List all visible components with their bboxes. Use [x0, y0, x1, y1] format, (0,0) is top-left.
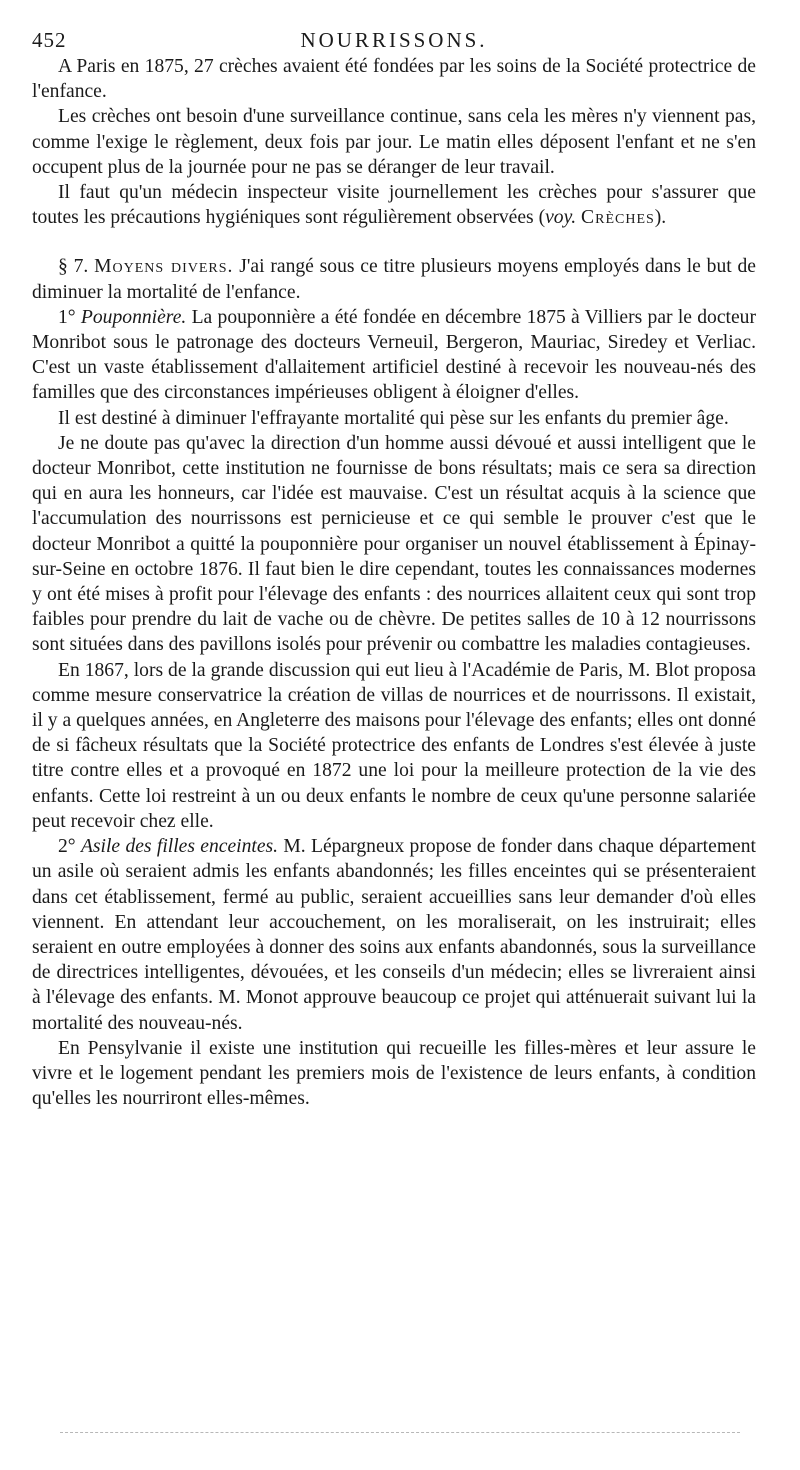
cross-reference-voy: voy.	[545, 207, 577, 229]
item-heading-pouponniere: Pouponnière.	[80, 306, 187, 328]
item-heading-asile: Asile des filles enceintes.	[80, 836, 279, 858]
running-title: NOURRISSONS.	[300, 28, 488, 52]
section-moyens-divers: § 7. Moyens divers. J'ai rangé sous ce titre plusieurs moyens employés dans le but de diminuer la mortalité de l'enfance.	[32, 256, 757, 303]
paragraph-mortalite: Il est destiné à diminuer l'effrayante mortalité qui pèse sur les enfants du premier âge.	[58, 407, 729, 429]
paragraph-surveillance: Les crèches ont besoin d'une surveillance continue, sans cela les mères n'y viennent pas, comme l'exige le règlement, deux fois par jour. Le matin elles déposent l'enfant et ne s'en occupent plus de la journée pour ne pas se déranger de leur travail.	[32, 106, 756, 178]
item-number: 1°	[58, 306, 81, 328]
cross-reference-creches: Crèches	[581, 207, 655, 229]
item-number: 2°	[58, 836, 81, 858]
section-number: § 7.	[58, 256, 95, 278]
page-header	[32, 22, 756, 54]
paragraph-pouponniere: 1° Pouponnière. La pouponnière a été fondée en décembre 1875 à Villiers par le docteur Monribot sous le patronage des docteurs Verneuil, Bergeron, Mauriac, Siredey et Verliac. C'est un vaste établissement d'allaitement artificiel destiné à recevoir les nouveau-nés des familles que des circonstances impérieuses obligent à éloigner d'elles.	[32, 306, 757, 404]
footer-rule	[60, 1432, 740, 1433]
body-text	[32, 54, 756, 1111]
paragraph-monribot: Je ne doute pas qu'avec la direction d'un homme aussi dévoué et aussi intelligent que le docteur Monribot, cette institution ne fournisse de bons résultats; mais ce sera sa direction qui en aura les honneurs, car l'idée est mauvaise. C'est un résultat acquis à la science que l'accumulation des nourrissons est pernicieuse et ce qui semble le prouver c'est que le docteur Monribot a quitté la pouponnière pour organiser un nouvel établissement à Épinay-sur-Seine en octobre 1876. Il faut bien le dire cependant, toutes les connaissances modernes y ont été mises à profit pour l'élevage des enfants : des nourrices allaitent ceux qui sont trop faibles pour prendre du lait de vache ou de chèvre. De petites salles de 10 à 12 nourrissons sont situées dans des pavillons isolés pour prévenir ou combattre les maladies contagieuses.	[32, 432, 756, 656]
section-heading: Moyens divers.	[94, 256, 234, 278]
paragraph-asile: 2° Asile des filles enceintes. M. Lépargneux propose de fonder dans chaque département un asile où seraient admis les enfants abandonnés; les filles enceintes qui se présenteraient dans cet établissement, fermé au public, seraient accueillies sans leur demander d'où elles viennent. En attendant leur accouchement, on les moraliserait, on les instruirait; elles seraient en outre employées à donner des soins aux enfants abandonnés, sous la surveillance de directrices intelligentes, dévouées, et les conseils d'un médecin; elles se livreraient ainsi à l'élevage des enfants. M. Monot approuve beaucoup ce projet qui atténuerait suivant lui la mortalité des nouveau-nés.	[32, 836, 756, 1034]
page-number: 452	[32, 28, 67, 52]
paragraph-creches-paris: A Paris en 1875, 27 crèches avaient été fondées par les soins de la Société protectrice de l'enfance.	[32, 56, 756, 103]
paragraph-academie: En 1867, lors de la grande discussion qui eut lieu à l'Académie de Paris, M. Blot proposa comme mesure conservatrice la création de villas de nourrices et de nourrissons. Il existait, il y a quelques années, en Angleterre des maisons pour l'élevage des enfants; elles ont donné de si fâcheux résultats que la Société protectrice des enfants de Londres s'est élevée à juste titre contre elles et a provoqué en 1872 une loi pour la meilleure protection de la vie des enfants. Cette loi restreint à un ou deux enfants le nombre de ceux qu'une personne salariée peut recevoir chez elle.	[32, 659, 756, 832]
paragraph-pensylvanie: En Pensylvanie il existe une institution qui recueille les filles-mères et leur assure le vivre et le logement pendant les premiers mois de l'existence de leurs enfants, à condition qu'elles les nourriront elles-mêmes.	[32, 1037, 756, 1110]
paragraph-medecin-inspecteur: Il faut qu'un médecin inspecteur visite journellement les crèches pour s'assurer que toutes les précautions hygiéniques sont régulièrement observées (voy. Crèches).	[32, 182, 756, 229]
